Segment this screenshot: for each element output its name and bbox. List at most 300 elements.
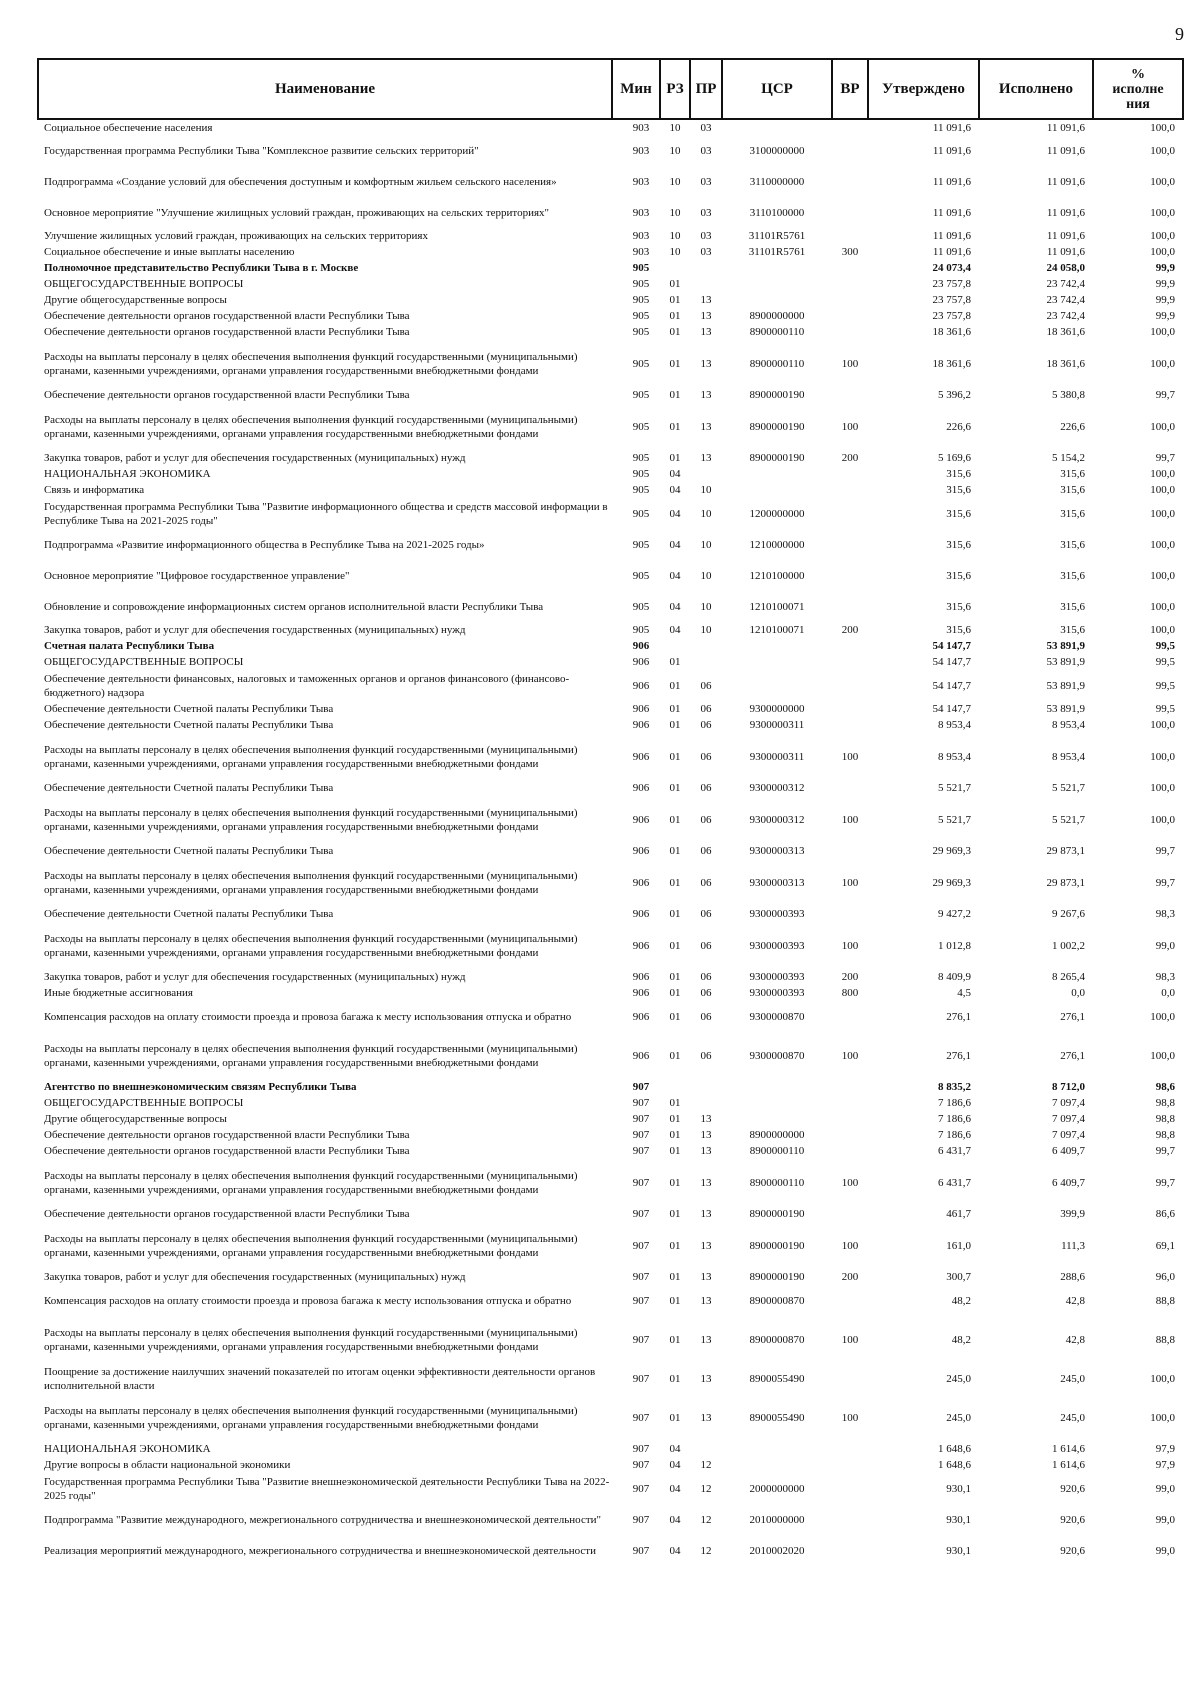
cell-target-article: 8900000110 (749, 1176, 805, 1189)
cell-expense-type: 100 (841, 357, 859, 370)
table-row (38, 843, 1183, 859)
table-row (38, 308, 1183, 324)
cell-name: Обеспечение деятельности финансовых, налоговых и таможенных органов и органов финансового (финансово-бюджетного) надзора (44, 672, 570, 699)
cell-section (660, 1079, 690, 1095)
cell-ministry: 906 (632, 1049, 650, 1062)
table-row (38, 228, 1183, 244)
cell-executed: 53 891,9 (1046, 703, 1085, 715)
cell-ministry: 906 (632, 679, 650, 692)
cell-expense-type (832, 292, 868, 308)
cell-ministry: 906 (632, 987, 650, 999)
cell-name: Расходы на выплаты персоналу в целях обеспечения выполнения функций государственными (муниципальными) органами, казенными учреждениями, органами управления государственными внебюджетными фондами (44, 806, 578, 833)
cell-percent: 69,1 (1155, 1239, 1175, 1252)
table-row (38, 324, 1183, 340)
cell-expense-type (832, 1473, 868, 1504)
table-row (38, 340, 1183, 387)
cell-percent: 99,7 (1155, 845, 1175, 857)
cell-executed: 920,6 (1060, 1482, 1085, 1495)
cell-name: Государственная программа Республики Тыва "Комплексное развитие сельских территорий" (44, 144, 479, 157)
cell-expense-type: 200 (841, 452, 859, 464)
cell-approved: 8 953,4 (938, 719, 971, 731)
cell-section (660, 638, 690, 654)
cell-executed: 5 380,8 (1052, 389, 1085, 401)
cell-ministry: 907 (632, 1145, 650, 1157)
cell-subsection (690, 1079, 722, 1095)
cell-subsection: 13 (700, 1271, 712, 1283)
cell-target-article (722, 276, 832, 292)
cell-subsection: 13 (700, 1113, 712, 1125)
cell-percent: 100,0 (1150, 484, 1175, 496)
cell-percent: 98,3 (1155, 908, 1175, 920)
cell-expense-type (832, 276, 868, 292)
cell-expense-type: 100 (841, 939, 859, 952)
cell-executed: 53 891,9 (1046, 679, 1085, 692)
cell-expense-type (832, 119, 868, 135)
cell-percent: 100,0 (1150, 569, 1175, 582)
cell-executed: 11 091,6 (1046, 175, 1085, 188)
cell-section: 01 (669, 357, 681, 370)
cell-approved: 300,7 (946, 1271, 971, 1283)
cell-subsection: 13 (700, 452, 712, 464)
cell-target-article: 8900000000 (749, 1129, 805, 1141)
cell-approved: 245,0 (946, 1411, 971, 1424)
cell-expense-type (832, 498, 868, 529)
cell-ministry: 905 (632, 357, 650, 370)
header-executed: Исполнено (979, 59, 1093, 119)
cell-target-article (722, 654, 832, 670)
cell-subsection (690, 638, 722, 654)
cell-expense-type: 200 (841, 1271, 859, 1283)
table-row (38, 1222, 1183, 1269)
cell-executed: 399,9 (1060, 1208, 1085, 1220)
cell-expense-type (832, 780, 868, 796)
cell-percent: 98,8 (1155, 1113, 1175, 1125)
cell-name: Расходы на выплаты персоналу в целях обеспечения выполнения функций государственными (муниципальными) органами, казенными учреждениями, органами управления государственными внебюджетными фондами (44, 1169, 578, 1196)
cell-section: 01 (669, 1145, 681, 1157)
cell-ministry: 905 (632, 310, 650, 322)
cell-approved: 461,7 (946, 1208, 971, 1220)
cell-section: 01 (669, 278, 681, 290)
cell-ministry: 903 (632, 230, 650, 242)
cell-target-article: 9300000312 (749, 813, 805, 826)
cell-approved: 5 396,2 (938, 389, 971, 401)
header-name: Наименование (38, 59, 612, 119)
cell-target-article: 9300000393 (749, 908, 805, 920)
cell-subsection: 13 (700, 389, 712, 401)
table-row (38, 1079, 1183, 1095)
cell-ministry: 905 (632, 468, 650, 480)
cell-executed: 288,6 (1060, 1271, 1085, 1283)
cell-name: Обновление и сопровождение информационных систем органов исполнительной власти Республики Тыва (44, 600, 544, 613)
cell-executed: 315,6 (1060, 507, 1085, 520)
cell-approved: 11 091,6 (932, 246, 971, 258)
cell-ministry: 907 (632, 1208, 650, 1220)
header-ministry: Мин (612, 59, 660, 119)
cell-target-article: 9300000000 (749, 703, 805, 715)
cell-section: 10 (660, 119, 690, 135)
cell-section: 04 (669, 1443, 681, 1455)
cell-target-article: 31101R5761 (748, 246, 806, 258)
cell-executed: 245,0 (1060, 1372, 1085, 1385)
cell-name: Социальное обеспечение и иные выплаты населению (44, 246, 295, 258)
cell-approved: 9 427,2 (938, 908, 971, 920)
cell-section: 01 (669, 703, 681, 715)
cell-approved: 276,1 (946, 1049, 971, 1062)
cell-subsection: 12 (700, 1513, 712, 1526)
cell-expense-type (832, 135, 868, 166)
cell-expense-type: 100 (841, 1333, 859, 1346)
cell-expense-type (832, 1143, 868, 1159)
cell-name: Расходы на выплаты персоналу в целях обеспечения выполнения функций государственными (муниципальными) органами, казенными учреждениями, органами управления государственными внебюджетными фондами (44, 350, 578, 377)
cell-name: Обеспечение деятельности органов государственной власти Республики Тыва (44, 1208, 410, 1220)
cell-target-article: 2000000000 (749, 1482, 805, 1495)
cell-target-article: 1210000000 (749, 538, 805, 551)
cell-subsection: 13 (700, 1372, 712, 1385)
cell-name: Поощрение за достижение наилучших значений показателей по итогам оценки эффективности деятельности органов исполнительной власти (44, 1365, 596, 1392)
cell-section: 01 (669, 1010, 681, 1023)
table-row (38, 466, 1183, 482)
cell-section: 01 (669, 719, 681, 731)
cell-target-article: 8900000190 (749, 1271, 805, 1283)
cell-percent: 99,7 (1155, 876, 1175, 889)
cell-percent: 96,0 (1155, 1271, 1175, 1283)
cell-executed: 5 521,7 (1052, 782, 1085, 794)
cell-executed: 9 267,6 (1052, 908, 1085, 920)
cell-subsection: 13 (700, 310, 712, 322)
cell-name: Государственная программа Республики Тыва "Развитие внешнеэкономической деятельности Республики Тыва на 2022-2025 годы" (44, 1475, 610, 1502)
table-row (38, 985, 1183, 1001)
cell-ministry: 906 (632, 876, 650, 889)
cell-approved: 8 409,9 (938, 971, 971, 983)
table-row (38, 1316, 1183, 1363)
table-row (38, 498, 1183, 529)
cell-section (660, 260, 690, 276)
cell-name: Обеспечение деятельности Счетной палаты Республики Тыва (44, 845, 334, 857)
cell-percent: 99,9 (1155, 262, 1175, 274)
cell-percent: 100,0 (1150, 600, 1175, 613)
cell-name: Компенсация расходов на оплату стоимости проезда и провоза багажа к месту использования отпуска и обратно (44, 1010, 572, 1023)
cell-subsection: 13 (700, 1239, 712, 1252)
cell-approved: 7 186,6 (938, 1113, 971, 1125)
cell-approved: 11 091,6 (868, 119, 979, 135)
cell-percent: 100,0 (1093, 119, 1183, 135)
cell-approved: 11 091,6 (932, 206, 971, 219)
header-percent (1093, 59, 1183, 119)
cell-approved: 54 147,7 (932, 703, 971, 715)
cell-subsection (690, 276, 722, 292)
cell-approved: 11 091,6 (932, 175, 971, 188)
cell-expense-type: 200 (841, 971, 859, 983)
cell-executed: 29 873,1 (1046, 845, 1085, 857)
cell-name: НАЦИОНАЛЬНАЯ ЭКОНОМИКА (44, 1443, 211, 1455)
cell-percent: 99,0 (1155, 1513, 1175, 1526)
cell-expense-type (832, 529, 868, 560)
cell-executed: 5 521,7 (1052, 813, 1085, 826)
cell-subsection: 13 (700, 1208, 712, 1220)
cell-section: 01 (669, 845, 681, 857)
cell-percent: 86,6 (1155, 1208, 1175, 1220)
cell-subsection: 12 (700, 1459, 712, 1471)
cell-ministry: 903 (632, 175, 650, 188)
cell-subsection: 10 (700, 600, 712, 613)
cell-executed: 11 091,6 (1046, 230, 1085, 242)
header-percent-line2: исполне (1112, 81, 1164, 97)
cell-name: Иные бюджетные ассигнования (44, 987, 193, 999)
cell-percent: 100,0 (1150, 624, 1175, 636)
cell-target-article: 8900000870 (749, 1294, 805, 1307)
cell-expense-type (832, 1441, 868, 1457)
cell-name: Расходы на выплаты персоналу в целях обеспечения выполнения функций государственными (муниципальными) органами, казенными учреждениями, органами управления государственными внебюджетными фондами (44, 1042, 578, 1069)
cell-target-article: 3100000000 (749, 144, 805, 157)
cell-approved: 5 521,7 (938, 813, 971, 826)
cell-executed: 24 058,0 (1046, 262, 1085, 274)
table-row (38, 1127, 1183, 1143)
cell-section: 04 (669, 1544, 681, 1557)
cell-expense-type (832, 1535, 868, 1566)
cell-target-article: 9300000311 (749, 719, 805, 731)
cell-approved: 161,0 (946, 1239, 971, 1252)
cell-target-article (722, 292, 832, 308)
cell-expense-type: 100 (841, 876, 859, 889)
cell-name: Подпрограмма «Создание условий для обеспечения доступным и комфортным жильем сельского населения» (44, 175, 557, 188)
cell-percent: 100,0 (1150, 813, 1175, 826)
cell-ministry: 907 (632, 1482, 650, 1495)
cell-name: Другие общегосударственные вопросы (44, 294, 227, 306)
cell-target-article (722, 466, 832, 482)
cell-target-article: 8900000110 (749, 326, 805, 338)
table-row (38, 119, 1183, 135)
cell-section: 01 (669, 389, 681, 401)
cell-approved: 29 969,3 (932, 876, 971, 889)
cell-target-article: 31101R5761 (748, 230, 806, 242)
cell-name: Обеспечение деятельности Счетной палаты Республики Тыва (44, 703, 334, 715)
cell-ministry: 906 (632, 908, 650, 920)
cell-name: Связь и информатика (44, 484, 145, 496)
cell-ministry: 905 (632, 538, 650, 551)
cell-approved: 6 431,7 (938, 1145, 971, 1157)
cell-expense-type (832, 717, 868, 733)
cell-name: Расходы на выплаты персоналу в целях обеспечения выполнения функций государственными (муниципальными) органами, казенными учреждениями, органами управления государственными внебюджетными фондами (44, 1404, 578, 1431)
cell-executed: 1 614,6 (1052, 1459, 1085, 1471)
cell-name: Расходы на выплаты персоналу в целях обеспечения выполнения функций государственными (муниципальными) органами, казенными учреждениями, органами управления государственными внебюджетными фондами (44, 413, 578, 440)
cell-subsection: 03 (700, 230, 712, 242)
cell-ministry: 906 (632, 750, 650, 763)
cell-expense-type (832, 1285, 868, 1316)
cell-target-article: 9300000313 (749, 876, 805, 889)
cell-subsection (690, 466, 722, 482)
cell-section: 10 (669, 206, 681, 219)
cell-section: 01 (669, 971, 681, 983)
cell-executed: 53 891,9 (1046, 656, 1085, 668)
cell-executed: 920,6 (1060, 1544, 1085, 1557)
table-row (38, 1394, 1183, 1441)
cell-approved: 23 757,8 (932, 278, 971, 290)
cell-approved: 7 186,6 (938, 1097, 971, 1109)
table-row (38, 1001, 1183, 1032)
cell-subsection: 13 (700, 1333, 712, 1346)
cell-approved: 48,2 (951, 1333, 971, 1346)
cell-expense-type (832, 843, 868, 859)
table-row (38, 1473, 1183, 1504)
cell-ministry: 905 (632, 600, 650, 613)
cell-approved: 315,6 (946, 569, 971, 582)
cell-percent: 97,9 (1155, 1443, 1175, 1455)
cell-ministry: 905 (632, 278, 650, 290)
cell-executed: 315,6 (1060, 624, 1085, 636)
cell-percent: 100,0 (1150, 420, 1175, 433)
cell-approved: 8 835,2 (938, 1081, 971, 1093)
header-subsection: ПР (690, 59, 722, 119)
cell-approved: 226,6 (946, 420, 971, 433)
cell-subsection: 13 (700, 1129, 712, 1141)
cell-target-article: 8900055490 (749, 1372, 805, 1385)
cell-approved: 315,6 (946, 624, 971, 636)
cell-executed: 315,6 (1060, 600, 1085, 613)
cell-ministry: 906 (632, 1010, 650, 1023)
header-percent-line3: ния (1126, 96, 1150, 112)
cell-percent: 98,8 (1155, 1097, 1175, 1109)
cell-target-article: 8900055490 (749, 1411, 805, 1424)
cell-section: 01 (669, 452, 681, 464)
cell-target-article: 3110100000 (749, 206, 805, 219)
cell-section: 10 (669, 144, 681, 157)
cell-expense-type (832, 1001, 868, 1032)
table-row (38, 1032, 1183, 1079)
cell-section: 01 (669, 750, 681, 763)
table-row (38, 969, 1183, 985)
cell-approved: 54 147,7 (932, 656, 971, 668)
table-row (38, 1285, 1183, 1316)
cell-approved: 5 169,6 (938, 452, 971, 464)
cell-subsection: 03 (700, 246, 712, 258)
table-row (38, 1206, 1183, 1222)
cell-executed: 315,6 (1060, 484, 1085, 496)
cell-executed: 7 097,4 (1052, 1129, 1085, 1141)
cell-ministry: 905 (632, 484, 650, 496)
cell-expense-type (832, 560, 868, 591)
cell-approved: 1 648,6 (938, 1443, 971, 1455)
cell-target-article: 9300000870 (749, 1010, 805, 1023)
cell-target-article: 9300000393 (749, 939, 805, 952)
cell-expense-type: 100 (841, 1411, 859, 1424)
cell-name: Обеспечение деятельности органов государственной власти Республики Тыва (44, 326, 410, 338)
cell-section: 01 (669, 1129, 681, 1141)
cell-percent: 99,7 (1155, 389, 1175, 401)
cell-expense-type (832, 654, 868, 670)
cell-target-article: 8900000870 (749, 1333, 805, 1346)
cell-ministry: 905 (632, 569, 650, 582)
cell-executed: 29 873,1 (1046, 876, 1085, 889)
cell-expense-type (832, 1111, 868, 1127)
table-row (38, 1457, 1183, 1473)
cell-executed: 11 091,6 (1046, 246, 1085, 258)
cell-ministry: 907 (632, 1097, 650, 1109)
header-percent-line1: % (1131, 66, 1145, 82)
cell-target-article: 8900000190 (749, 389, 805, 401)
table-row (38, 733, 1183, 780)
table-row (38, 1111, 1183, 1127)
cell-name: Обеспечение деятельности Счетной палаты Республики Тыва (44, 719, 334, 731)
cell-executed: 42,8 (1065, 1333, 1085, 1346)
cell-executed: 18 361,6 (1046, 357, 1085, 370)
cell-ministry: 905 (632, 389, 650, 401)
cell-approved: 29 969,3 (932, 845, 971, 857)
cell-percent: 100,0 (1150, 326, 1175, 338)
cell-subsection: 06 (700, 987, 712, 999)
cell-subsection: 06 (700, 845, 712, 857)
cell-percent: 100,0 (1150, 1049, 1175, 1062)
table-row (38, 922, 1183, 969)
cell-name: Государственная программа Республики Тыва "Развитие информационного общества и средств массовой информации в Республике Тыва на 2021-2025 годы" (44, 500, 608, 527)
cell-percent: 99,0 (1155, 939, 1175, 952)
table-row (38, 906, 1183, 922)
cell-name: Обеспечение деятельности Счетной палаты Республики Тыва (44, 782, 334, 794)
cell-expense-type: 100 (841, 1049, 859, 1062)
cell-target-article: 8900000190 (749, 1208, 805, 1220)
cell-percent: 100,0 (1150, 782, 1175, 794)
cell-percent: 100,0 (1150, 1010, 1175, 1023)
cell-subsection: 10 (700, 484, 712, 496)
cell-percent: 98,6 (1155, 1081, 1175, 1093)
cell-name: Закупка товаров, работ и услуг для обеспечения государственных (муниципальных) нужд (44, 1271, 466, 1283)
cell-percent: 99,5 (1155, 656, 1175, 668)
cell-section: 01 (669, 326, 681, 338)
cell-name: НАЦИОНАЛЬНАЯ ЭКОНОМИКА (44, 468, 211, 480)
cell-subsection: 10 (700, 507, 712, 520)
cell-percent: 98,3 (1155, 971, 1175, 983)
cell-ministry: 905 (632, 624, 650, 636)
cell-percent: 88,8 (1155, 1294, 1175, 1307)
table-row (38, 560, 1183, 591)
cell-ministry: 907 (632, 1443, 650, 1455)
cell-name: Другие общегосударственные вопросы (44, 1113, 227, 1125)
cell-ministry: 905 (632, 294, 650, 306)
cell-executed: 11 091,6 (1046, 206, 1085, 219)
cell-percent: 100,0 (1150, 750, 1175, 763)
cell-percent: 100,0 (1150, 538, 1175, 551)
cell-section: 04 (669, 1513, 681, 1526)
cell-percent: 100,0 (1150, 246, 1175, 258)
cell-target-article: 8900000110 (749, 357, 805, 370)
cell-subsection: 06 (700, 782, 712, 794)
cell-ministry: 903 (612, 119, 660, 135)
cell-section: 01 (669, 1097, 681, 1109)
cell-approved: 8 953,4 (938, 750, 971, 763)
cell-section: 01 (669, 987, 681, 999)
cell-name: Обеспечение деятельности органов государственной власти Республики Тыва (44, 1129, 410, 1141)
cell-approved: 23 757,8 (932, 310, 971, 322)
cell-subsection: 06 (700, 813, 712, 826)
cell-subsection: 10 (700, 569, 712, 582)
cell-section: 04 (669, 468, 681, 480)
table-row (38, 482, 1183, 498)
cell-subsection: 13 (700, 1145, 712, 1157)
cell-subsection: 12 (700, 1544, 712, 1557)
cell-approved: 245,0 (946, 1372, 971, 1385)
cell-ministry: 906 (632, 703, 650, 715)
cell-percent: 100,0 (1150, 144, 1175, 157)
cell-ministry: 907 (632, 1271, 650, 1283)
cell-percent: 100,0 (1150, 206, 1175, 219)
cell-executed: 0,0 (1071, 987, 1085, 999)
cell-name: Обеспечение деятельности органов государственной власти Республики Тыва (44, 389, 410, 401)
cell-percent: 100,0 (1150, 175, 1175, 188)
table-row (38, 1095, 1183, 1111)
cell-target-article (722, 119, 832, 135)
table-row (38, 654, 1183, 670)
cell-name: Расходы на выплаты персоналу в целях обеспечения выполнения функций государственными (муниципальными) органами, казенными учреждениями, органами управления государственными внебюджетными фондами (44, 1232, 578, 1259)
cell-target-article (722, 482, 832, 498)
